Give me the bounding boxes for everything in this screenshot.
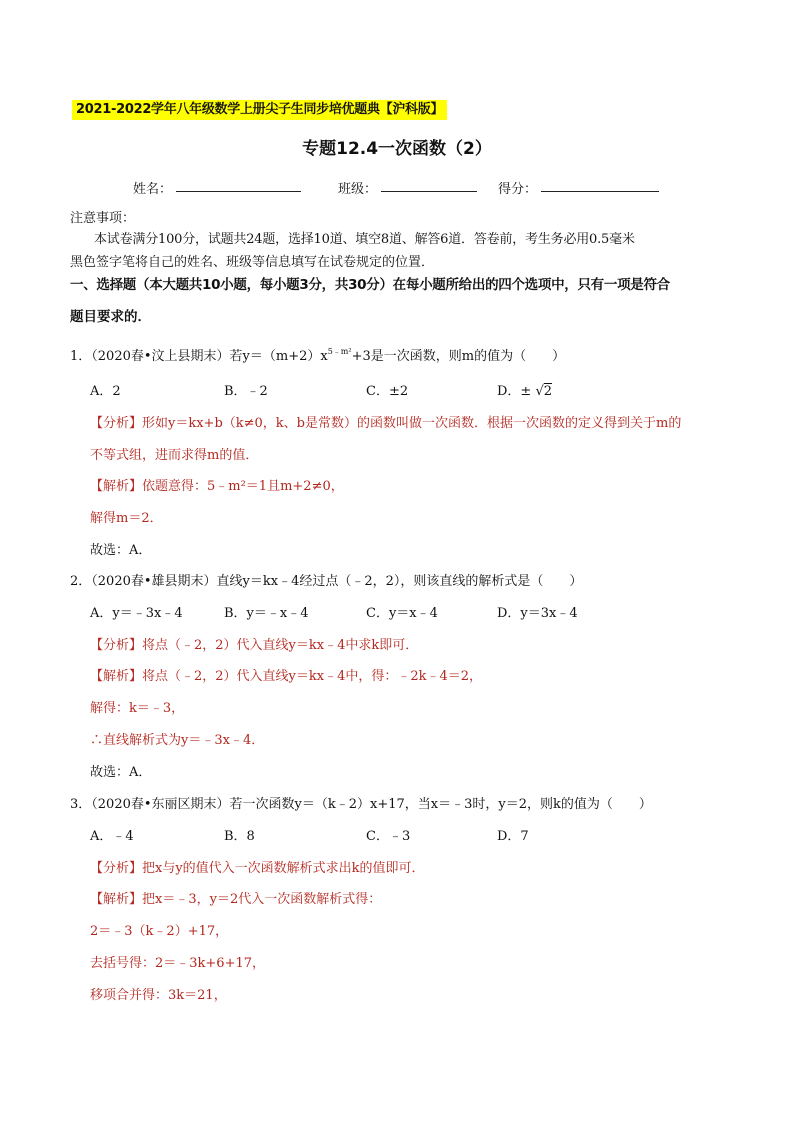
option-a[interactable]: A．﹣4 (90, 829, 134, 844)
option-b[interactable]: B．8 (224, 829, 255, 844)
option-d[interactable] (497, 380, 552, 399)
option-c[interactable]: C．﹣3 (366, 829, 411, 844)
name-field[interactable] (176, 191, 301, 192)
notice-heading: 注意事项： (70, 211, 136, 226)
solution-line: 2＝﹣3（k﹣2）+17， (90, 924, 229, 939)
notice-line: 黑色签字笔将自己的姓名、班级等信息填写在试卷规定的位置． (70, 255, 435, 270)
analysis-text: 不等式组，进而求得m的值． (90, 448, 259, 463)
analysis-text: 【分析】形如y＝kx+b（k≠0，k、b是常数）的函数叫做一次函数．根据一次函数的定义得到关于m的 (90, 416, 682, 431)
question-3-stem: 3．（2020春•东丽区期末）若一次函数y＝（k﹣2）x+17，当x＝﹣3时，y＝2，则k的值为（ ） (70, 797, 652, 812)
option-a[interactable]: A．2 (90, 384, 121, 399)
option-a[interactable]: A．y＝﹣3x﹣4 (90, 606, 183, 621)
document-series-banner: 2021-2022学年八年级数学上册尖子生同步培优题典【沪科版】 (72, 100, 447, 120)
question-stem-text: 1．（2020春•汶上县期末）若y＝（m+2）x (70, 349, 328, 364)
question-2-stem: 2．（2020春•雄县期末）直线y＝kx﹣4经过点（﹣2，2），则该直线的解析式是（ ） (70, 574, 583, 589)
question-stem-text: +3是一次函数，则m的值为（ ） (351, 349, 566, 364)
score-label: 得分： (498, 182, 538, 197)
solution-line: 【解析】把x＝﹣3，y＝2代入一次函数解析式得： (90, 892, 382, 907)
option-b[interactable]: B．﹣2 (224, 384, 268, 399)
option-d[interactable]: D．y＝3x﹣4 (497, 606, 578, 621)
option-c[interactable]: C．y＝x﹣4 (366, 606, 438, 621)
solution-line: 移项合并得：3k＝21， (90, 988, 227, 1003)
question-1-stem (70, 345, 565, 364)
analysis-text: 【分析】将点（﹣2，2）代入直线y＝kx﹣4中求k即可． (90, 638, 419, 653)
score-field[interactable] (541, 191, 659, 192)
solution-line: 解得m＝2． (90, 511, 163, 526)
class-field[interactable] (381, 191, 477, 192)
class-label: 班级： (338, 182, 378, 197)
exponent: 5﹣m² (327, 347, 352, 356)
solution-line: 解得：k＝﹣3， (90, 701, 185, 716)
solution-line: 去括号得：2＝﹣3k+6+17， (90, 956, 266, 971)
name-label: 姓名： (133, 182, 173, 197)
notice-line: 本试卷满分100分，试题共24题，选择10道、填空8道、解答6道．答卷前，考生务必用0.5毫米 (94, 232, 635, 247)
solution-line: 【解析】将点（﹣2，2）代入直线y＝kx﹣4中，得：﹣2k﹣4＝2， (90, 669, 483, 684)
option-c[interactable]: C．±2 (366, 384, 409, 399)
analysis-text: 【分析】把x与y的值代入一次函数解析式求出k的值即可． (90, 861, 425, 876)
solution-line: ∴直线解析式为y＝﹣3x﹣4． (90, 733, 265, 748)
option-d[interactable]: D．7 (497, 829, 529, 844)
section-heading: 一、选择题（本大题共10小题，每小题3分，共30分）在每小题所给出的四个选项中，只有一项是符合 (70, 277, 670, 293)
sqrt-symbol: √2 (535, 384, 553, 399)
radicand: 2 (543, 384, 553, 399)
solution-line: 【解析】依题意得：5﹣m²＝1且m+2≠0， (90, 479, 344, 494)
answer-line: 故选：A． (90, 765, 152, 780)
page-title: 专题12.4一次函数（2） (302, 139, 492, 159)
option-d-text: D．± (497, 384, 532, 399)
answer-line: 故选：A． (90, 543, 152, 558)
option-b[interactable]: B．y＝﹣x﹣4 (224, 606, 309, 621)
section-heading: 题目要求的． (70, 309, 151, 325)
